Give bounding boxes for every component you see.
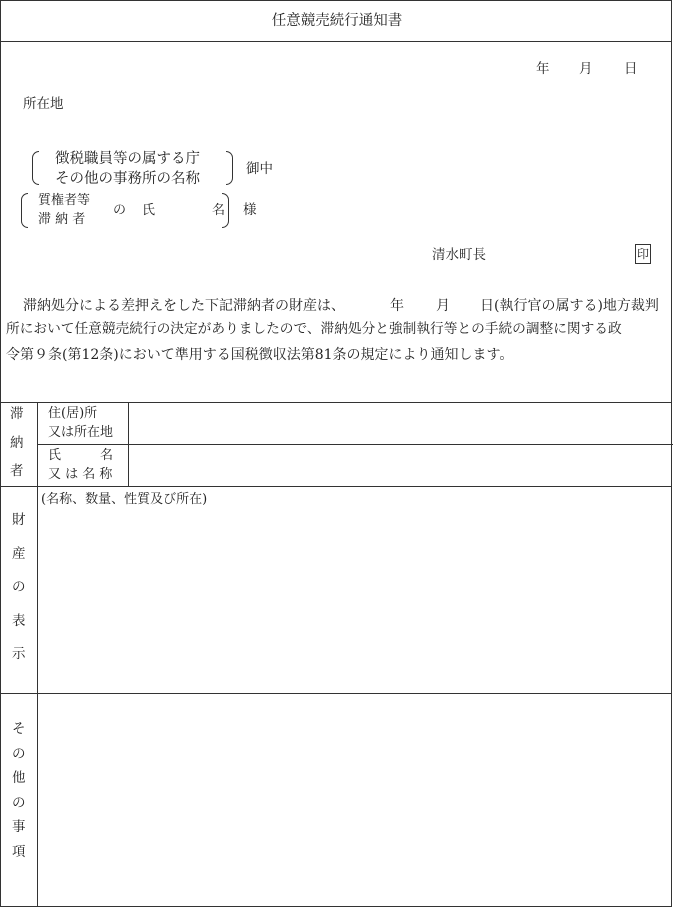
- date-day-label: 日: [624, 61, 638, 77]
- office-bracket-left: [32, 151, 39, 185]
- body-line1-tail: (執行官の属する)地方裁判: [494, 298, 659, 314]
- holder-bracket-left: [21, 193, 28, 228]
- address-label: 所在地: [23, 96, 64, 112]
- table-other-border: [1, 693, 671, 694]
- onchu-label: 御中: [246, 161, 273, 177]
- date-year-label: 年: [536, 61, 550, 77]
- holder-bracket-right: [222, 193, 229, 228]
- body-line1-year: 年: [390, 298, 404, 314]
- other-header-char-3: 他: [12, 770, 26, 786]
- other-header-char-1: そ: [12, 721, 26, 737]
- office-name-line1: 徴税職員等の属する庁: [55, 151, 200, 167]
- property-header-char-2: 産: [12, 545, 26, 562]
- sama-label: 様: [243, 202, 257, 218]
- body-line1-text: 滞納処分による差押えをした下記滞納者の財産は、: [23, 298, 345, 314]
- name-shi-label: 氏: [142, 203, 156, 218]
- sender-title: 清水町長: [432, 247, 486, 263]
- body-line-3: 令第９条(第12条)において準用する国税徴収法第81条の規定により通知します。: [6, 347, 514, 363]
- property-note: (名称、数量、性質及び所在): [41, 492, 208, 507]
- name-mei-label: 名: [212, 203, 226, 218]
- property-header-char-4: 表: [12, 612, 26, 629]
- address-row-label-2: 又は所在地: [48, 425, 114, 440]
- table-property-border: [1, 486, 671, 487]
- body-line-2: 所において任意競売続行の決定がありましたので、滞納処分と強制執行等との手続の調整に関する政: [6, 321, 622, 337]
- other-header-char-6: 項: [12, 843, 26, 860]
- document-title: 任意競売続行通知書: [271, 13, 403, 29]
- taxpayer-row-divider: [37, 444, 673, 445]
- seal-mark: 印: [635, 244, 651, 264]
- other-header-char-2: の: [12, 745, 26, 762]
- holder-line2: 滞 納 者: [38, 212, 86, 227]
- table-top-border: [1, 402, 671, 403]
- name-row-label-2: 又 は 名 称: [48, 467, 113, 482]
- property-header-char-5: 示: [12, 646, 26, 662]
- taxpayer-header-char-2: 納: [10, 434, 24, 451]
- office-name-line2: その他の事務所の名称: [55, 171, 200, 187]
- property-header-char-1: 財: [12, 512, 26, 528]
- taxpayer-header-char-1: 滞: [10, 406, 24, 422]
- other-header-char-4: の: [12, 794, 26, 811]
- address-row-label-1: 住(居)所: [48, 406, 98, 421]
- other-matters-header: [12, 723, 26, 859]
- property-header-char-3: の: [12, 579, 26, 595]
- name-no-label: の: [113, 203, 127, 218]
- table-header-divider: [37, 402, 38, 907]
- taxpayer-header-char-3: 者: [10, 463, 24, 479]
- office-bracket-right: [226, 151, 233, 185]
- taxpayer-label-divider: [128, 402, 129, 486]
- date-month-label: 月: [579, 61, 593, 77]
- title-divider: [1, 41, 671, 42]
- property-header: [12, 514, 26, 662]
- other-header-char-5: 事: [12, 819, 26, 835]
- taxpayer-header: [10, 408, 24, 479]
- body-line1-day: 日: [480, 298, 494, 314]
- name-row-label-1: 氏 名: [48, 448, 114, 463]
- holder-line1: 質権者等: [38, 193, 91, 208]
- body-line1-month: 月: [436, 298, 450, 314]
